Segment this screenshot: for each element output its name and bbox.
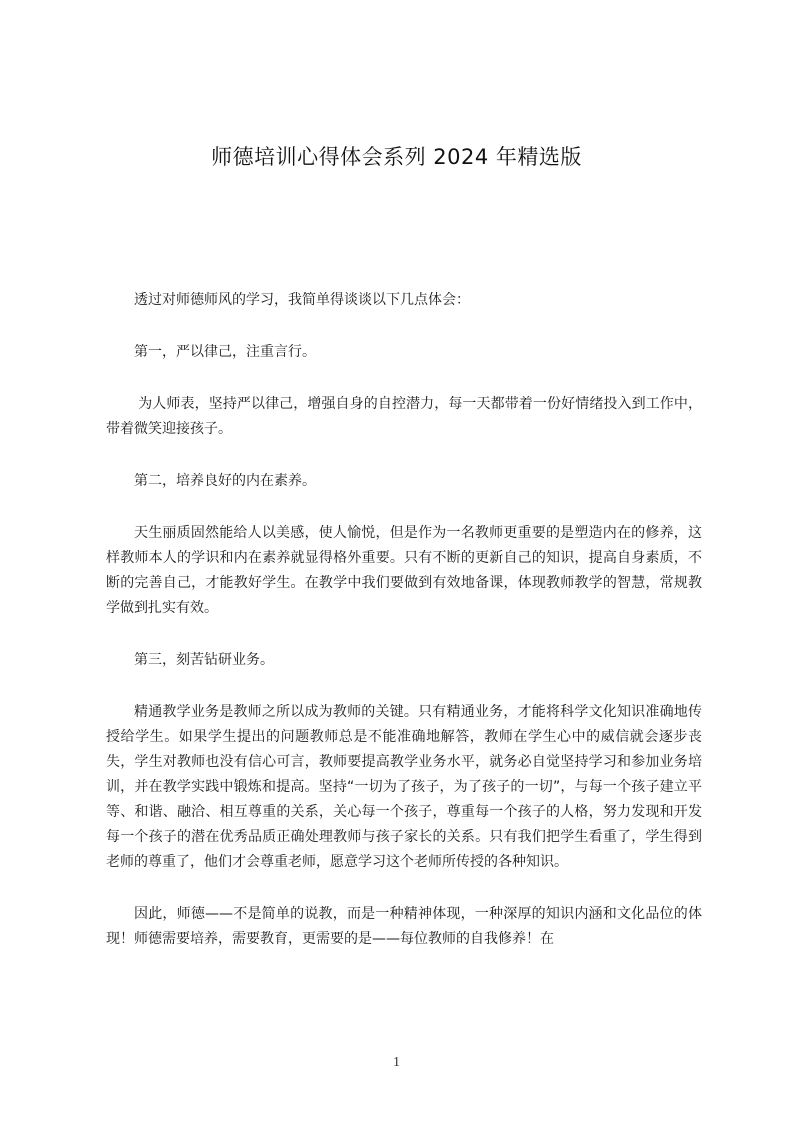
page-title: 师德培训心得体会系列 2024 年精选版: [211, 145, 582, 169]
paragraph-heading-first: 第一，严以律己，注重言行。: [134, 344, 316, 360]
document-body: [106, 288, 702, 979]
paragraph-heading-second: 第二，培养良好的内在素养。: [134, 473, 316, 489]
paragraph-heading-third: 第三，刻苦钻研业务。: [134, 652, 274, 668]
page-number: 1: [393, 1055, 400, 1070]
paragraph-first-body: 为人师表，坚持严以律己，增强自身的自控潜力，每一天都带着一份好情绪投入到工作中，带着微笑迎接孩子。: [106, 396, 702, 437]
paragraph-third-body: 精通教学业务是教师之所以成为教师的关键。只有精通业务，才能将科学文化知识准确地传授给学生。如果学生提出的问题教师总是不能准确地解答，教师在学生心中的威信就会逐步丧失，学生对教师也没有信心可言，教师要提高教学业务水平，就务必自觉坚持学习和参加业务培训，并在教学实践中锻炼和提高。坚持“一切为了孩子，为了孩子的一切”，与每一个孩子建立平等、和谐、融洽、相互尊重的关系，关心每一个孩子，尊重每一个孩子的人格，努力发现和开发每一个孩子的潜在优秀品质正确处理教师与孩子家长的关系。只有我们把学生看重了，学生得到老师的尊重了，他们才会尊重老师，愿意学习这个老师所传授的各种知识。: [106, 704, 702, 870]
paragraph-intro: 透过对师德师风的学习，我简单得谈谈以下几点体会：: [134, 292, 470, 308]
paragraph-conclusion: 因此，师德——不是简单的说教，而是一种精神体现，一种深厚的知识内涵和文化品位的体现！师德需要培养，需要教育，更需要的是——每位教师的自我修养！在: [106, 906, 702, 947]
paragraph-second-body: 天生丽质固然能给人以美感，使人愉悦，但是作为一名教师更重要的是塑造内在的修养，这样教师本人的学识和内在素养就显得格外重要。只有不断的更新自己的知识，提高自身素质，不断的完善自己，才能教好学生。在教学中我们要做到有效地备课，体现教师教学的智慧，常规教学做到扎实有效。: [106, 525, 702, 616]
